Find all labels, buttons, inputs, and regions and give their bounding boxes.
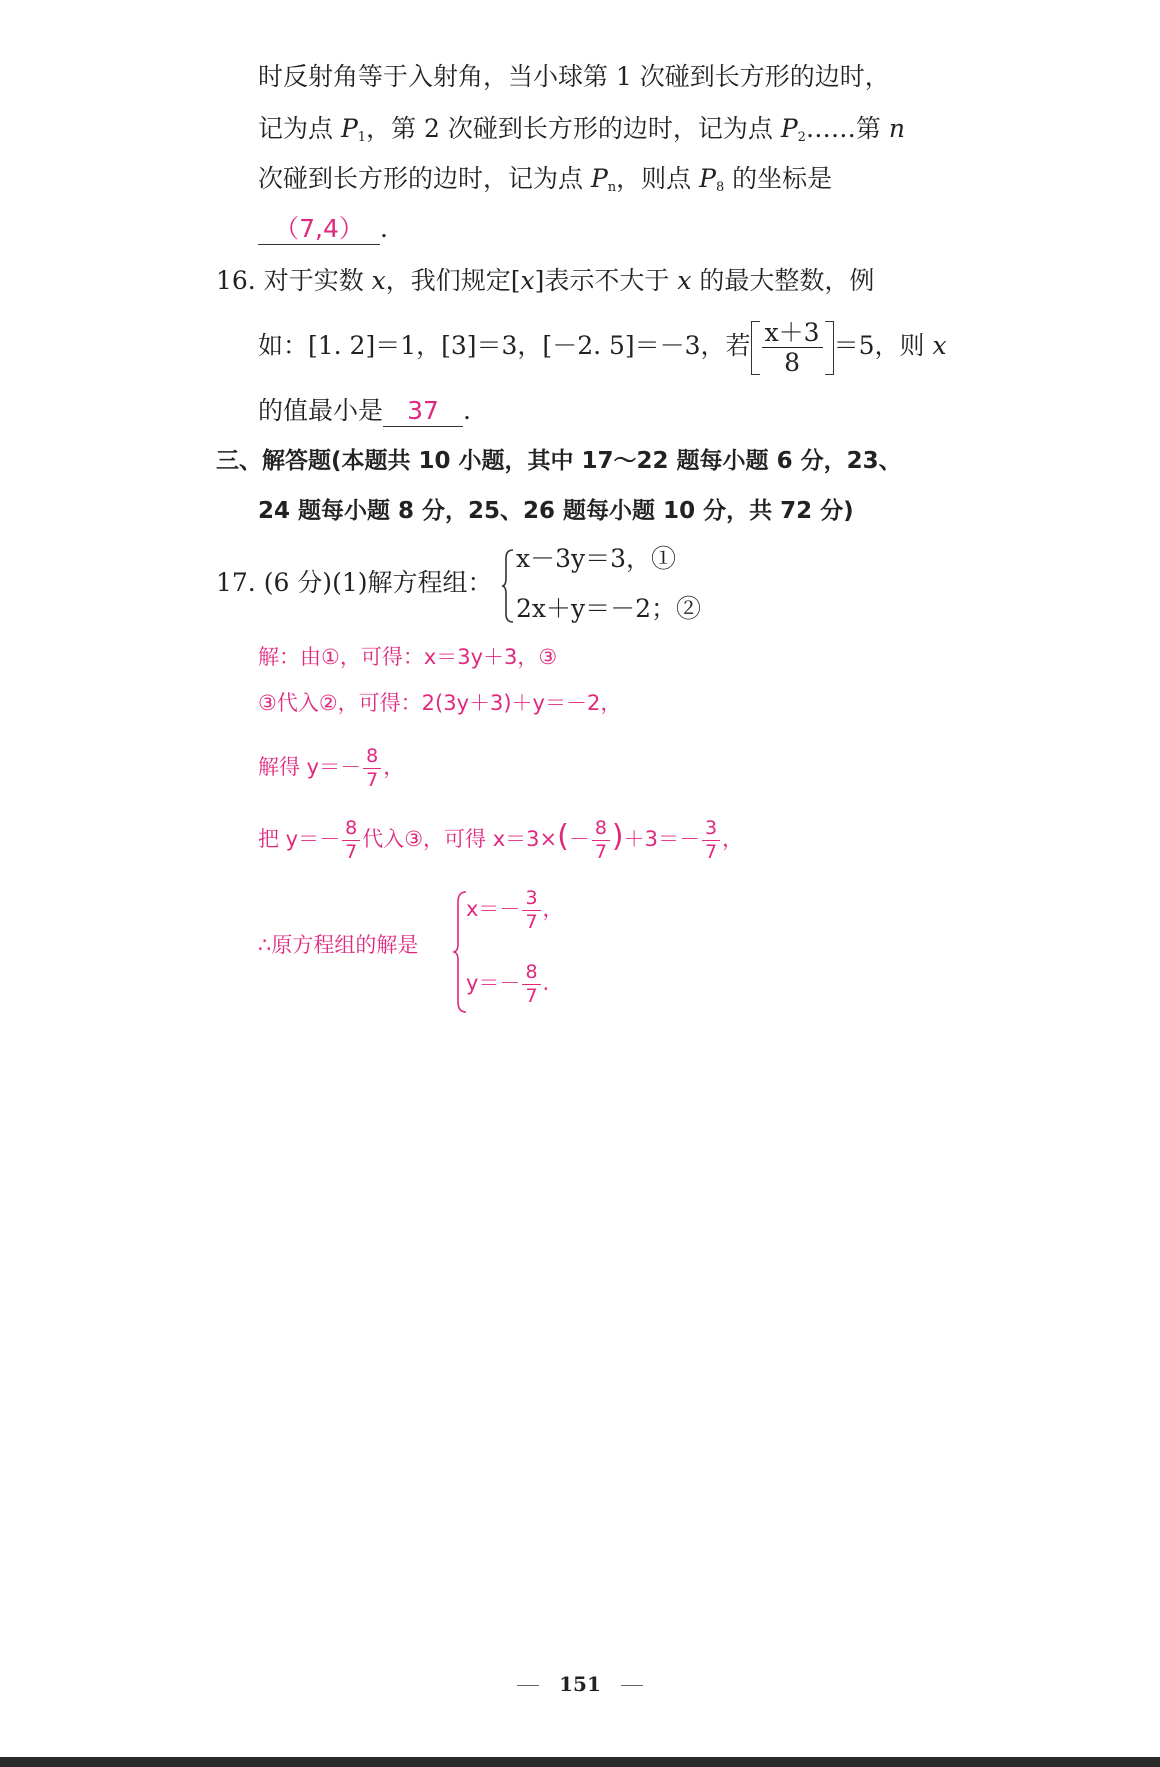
- page-number-dash-left: [517, 1685, 539, 1686]
- q16-line-1: 16. 对于实数 x，我们规定[x]表示不大于 x 的最大整数，例: [216, 266, 875, 295]
- q17-system-brace-icon: [501, 548, 515, 624]
- solution-step-4: 把 y＝－ $\frac{8}{7}$ 代入③，可得 x＝3×(－ $\frac{8}{7}$ )＋3＝－ $\frac{3}{7}$ ，: [258, 816, 744, 863]
- bottom-bar: [0, 1757, 1160, 1767]
- page-number: 151: [0, 1672, 1160, 1696]
- q15-line-3: 次碰到长方形的边时，记为点 $P_n$，则点 $P_8$ 的坐标是: [258, 164, 833, 195]
- q16-line-3: 的值最小是 37 .: [258, 396, 471, 425]
- q15-line-2: 记为点 $P_1$，第 2 次碰到长方形的边时，记为点 $P_2\dots\dots$第 n: [258, 114, 905, 145]
- solution-fraction: $\frac{8}{7}$: [342, 819, 360, 862]
- floor-bracket-right: [825, 321, 834, 375]
- solution-step-3: 解得 y＝－ $\frac{8}{7}$ ，: [258, 744, 405, 791]
- q17-equation-1: x－3y＝3，①: [516, 544, 677, 573]
- solution-fraction: $\frac{3}{7}$: [522, 889, 540, 932]
- solution-fraction: $\frac{8}{7}$: [592, 819, 610, 862]
- q15-answer: （7,4）: [258, 214, 380, 245]
- solution-fraction-8-7: $\frac{8}{7}$: [363, 747, 381, 790]
- solution-step-2: ③代入②，可得：2(3y＋3)＋y＝－2，: [258, 691, 622, 715]
- q16-answer: 37: [383, 396, 463, 427]
- solution-fraction: $\frac{8}{7}$: [522, 963, 540, 1006]
- solution-fraction: $\frac{3}{7}$: [702, 819, 720, 862]
- q15-answer-line: （7,4） .: [258, 212, 388, 246]
- page-number-dash-right: [621, 1685, 643, 1686]
- solution-step-1: 解：由①，可得：x＝3y＋3，③: [258, 645, 558, 669]
- section-3-heading-line-1: 三、解答题(本题共 10 小题，其中 17～22 题每小题 6 分，23、: [216, 448, 902, 474]
- solution-x-value: x＝－ $\frac{3}{7}$ ，: [466, 886, 564, 933]
- section-3-heading-line-2: 24 题每小题 8 分，25、26 题每小题 10 分，共 72 分): [258, 498, 854, 524]
- solution-y-value: y＝－ $\frac{8}{7}$ .: [466, 960, 550, 1007]
- floor-bracket-left: [751, 321, 760, 375]
- solution-conclusion-label: ∴原方程组的解是: [258, 933, 419, 957]
- q17-equation-2: 2x＋y＝－2；②: [516, 594, 702, 623]
- q17-label: 17. (6 分)(1)解方程组：: [216, 568, 493, 597]
- q16-line-2: 如：[1. 2]＝1，[3]＝3，[－2. 5]＝－3，若 $\frac{x+3}{8}$ ＝5，则 x: [258, 318, 947, 377]
- q16-fraction: $\frac{x+3}{8}$: [762, 320, 823, 375]
- q15-line-1: 时反射角等于入射角，当小球第 1 次碰到长方形的边时，: [258, 62, 890, 91]
